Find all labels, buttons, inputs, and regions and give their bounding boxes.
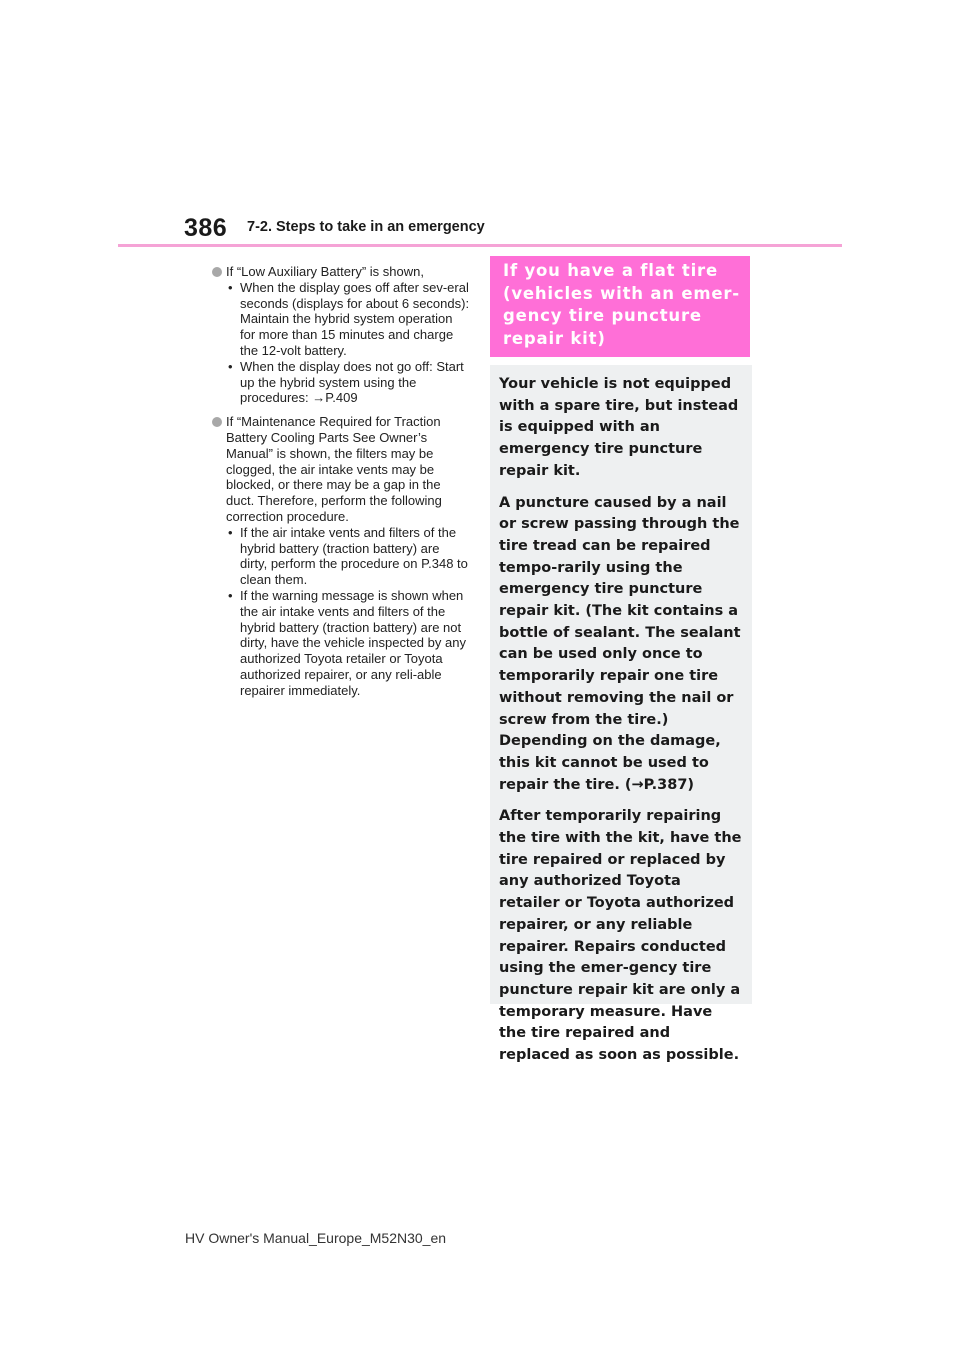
- header-rule: [118, 244, 842, 247]
- flat-tire-heading: If you have a flat tire (vehicles with an emer-gency tire puncture repair kit): [503, 261, 740, 348]
- left-column: [212, 264, 470, 707]
- flat-tire-heading-box: [490, 256, 750, 357]
- flat-tire-info-box: [490, 365, 752, 1064]
- section-title: 7-2. Steps to take in an emergency: [247, 219, 485, 235]
- sub-item: [226, 525, 470, 588]
- sub-item: [226, 359, 470, 406]
- info-paragraph: After temporarily repairing the tire with the kit, have the tire repaired or replaced by any authorized Toyota retailer or Toyota authorized repairer, or any reliable repairer. Repairs conducted using the emer-gency tire puncture repair kit are only a temporary measure. Have the tire repaired and replaced as soon as possible.: [499, 808, 742, 1064]
- sub-item: [226, 588, 470, 699]
- sub-bullet-icon: •: [228, 279, 233, 295]
- sub-item-text: If the warning message is shown when the air intake vents and filters of the hybrid battery (traction battery) are not dirty, have the vehicle inspected by any authorized Toyota retailer or Toyota authorized repairer, or any reli-able repairer immediately.: [240, 587, 466, 698]
- bullet-dot-icon: [212, 267, 222, 277]
- info-paragraph: A puncture caused by a nail or screw passing through the tire tread can be repaired tempo-rarily using the emergency tire puncture repair kit. (The kit contains a bottle of sealant. The sealant can be used only once to temporarily repair one tire without removing the nail or screw from the tire.) Depending on the damage, this kit cannot be used to repair the tire. (→P.387): [499, 494, 741, 793]
- bullet-dot-icon: [212, 417, 222, 427]
- sub-item: [226, 280, 470, 359]
- sub-bullet-icon: •: [228, 524, 233, 540]
- sub-bullet-icon: •: [228, 358, 233, 374]
- sub-item-text: When the display does not go off: Start up the hybrid system using the procedures: →P.409: [240, 358, 464, 406]
- sub-item-text: When the display goes off after sev-eral seconds (displays for about 6 seconds): Maintain the hybrid system operation for more than 15 minutes and charge the 12-volt battery.: [240, 279, 470, 358]
- bullet-item-low-battery: [212, 264, 470, 406]
- sub-bullet-icon: •: [228, 587, 233, 603]
- footer-manual-id: HV Owner's Manual_Europe_M52N30_en: [185, 1230, 447, 1246]
- sub-item-text: If the air intake vents and filters of the hybrid battery (traction battery) are dirty, perform the procedure on P.348 to clean them.: [240, 524, 468, 588]
- bullet-text: If “Low Auxiliary Battery” is shown,: [226, 264, 424, 279]
- bullet-item-maintenance: [212, 414, 470, 698]
- info-paragraph: Your vehicle is not equipped with a spare tire, but instead is equipped with an emergency tire puncture repair kit.: [499, 376, 739, 479]
- bullet-text: If “Maintenance Required for Traction Battery Cooling Parts See Owner’s Manual” is shown, the filters may be clogged, the air intake vents may be blocked, or there may be a gap in the duct. Therefore, perform the following correction procedure.: [226, 414, 442, 524]
- page-number: 386: [184, 214, 228, 242]
